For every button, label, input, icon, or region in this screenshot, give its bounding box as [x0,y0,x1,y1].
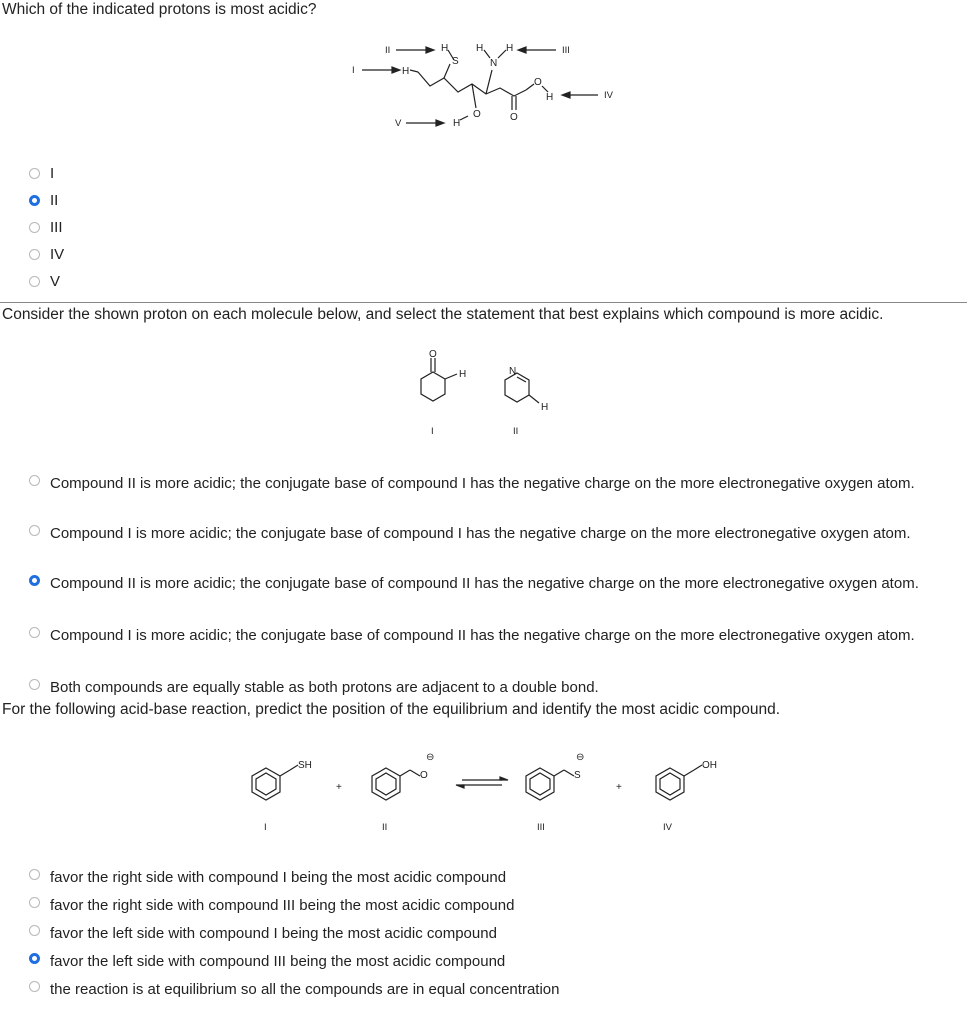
q1-arrow-label-v: V [395,118,402,129]
q2-option-5[interactable] [29,676,949,699]
question-divider [0,302,967,303]
q3-charge-2: ⊖ [576,752,585,763]
q1-arrow-label-iii: III [562,45,570,56]
q3-atom-o-1: O [420,770,428,781]
q1-atom-o-1: O [473,109,481,120]
q3-atom-s: S [574,770,581,781]
q3-radio-2[interactable] [29,897,40,908]
q1-arrow-label-i: I [352,65,355,76]
q1-option-4[interactable] [29,246,64,264]
q1-radio-4[interactable] [29,249,40,260]
q2-label-i: I [431,426,434,437]
q3-radio-4-selected[interactable] [29,953,40,964]
q3-option-4[interactable] [29,950,505,973]
q3-plus-1: + [336,782,342,793]
q2-radio-4[interactable] [29,627,40,638]
q1-option-1[interactable] [29,165,54,183]
q2-option-1[interactable] [29,472,949,495]
question-1-prompt: Which of the indicated protons is most acidic? [2,1,317,18]
q3-label-ii: II [382,822,388,833]
q3-option-label-1: favor the right side with compound I being the most acidic compound [50,869,507,886]
q3-charge-1: ⊖ [426,752,435,763]
q3-option-label-3: favor the left side with compound I being the most acidic compound [50,925,497,942]
q1-atom-o-2: O [510,112,518,123]
q1-atom-s: S [452,56,459,67]
q1-option-3[interactable] [29,219,63,237]
q2-option-label-5: Both compounds are equally stable as both protons are adjacent to a double bond. [50,679,599,696]
q2-compound-i-ring [421,372,445,401]
q2-atom-h-1: H [459,369,467,380]
q3-option-2[interactable] [29,894,514,917]
q1-option-label-1: I [50,165,55,182]
q1-option-label-2: II [50,192,59,209]
q2-option-3[interactable] [29,572,949,595]
q2-radio-2[interactable] [29,525,40,536]
q3-option-1[interactable] [29,866,506,889]
q1-option-2[interactable] [29,192,58,210]
q1-atom-h-1: H [402,66,410,77]
q3-option-label-2: favor the right side with compound III being the most acidic compound [50,897,515,914]
q2-radio-3-selected[interactable] [29,575,40,586]
q1-atom-o-3: O [534,77,542,88]
q1-atom-h-4: H [506,43,514,54]
q3-option-3[interactable] [29,922,497,945]
q1-option-label-5: V [50,273,61,290]
q1-radio-3[interactable] [29,222,40,233]
q1-atom-h-2: H [441,43,449,54]
question-1-molecule [340,36,640,136]
q3-atom-oh: OH [702,760,717,771]
q2-option-label-1: Compound II is more acidic; the conjugate base of compound I has the negative charge on the more electronegative oxygen atom. [50,475,915,492]
q3-option-label-4: favor the left side with compound III being the most acidic compound [50,953,506,970]
q1-radio-1[interactable] [29,168,40,179]
q3-radio-5[interactable] [29,981,40,992]
q1-radio-2-selected[interactable] [29,195,40,206]
q1-atom-h-6: H [546,92,554,103]
q3-plus-2: + [616,782,622,793]
q1-atom-h-5: H [453,118,461,129]
q1-option-label-3: III [50,219,63,236]
q1-option-5[interactable] [29,273,60,291]
q2-atom-n: N [509,366,517,377]
q2-option-4[interactable] [29,624,949,647]
q1-atom-n: N [490,58,498,69]
question-3-reaction [240,740,730,835]
q1-radio-5[interactable] [29,276,40,287]
q3-option-label-5: the reaction is at equilibrium so all the compounds are in equal concentration [50,981,560,998]
question-2-prompt: Consider the shown proton on each molecule below, and select the statement that best explains which compound is more acidic. [2,306,884,323]
q3-label-i: I [264,822,267,833]
q3-label-iii: III [537,822,545,833]
q3-radio-1[interactable] [29,869,40,880]
q2-radio-5[interactable] [29,679,40,690]
q1-arrow-label-iv: IV [604,90,613,101]
q1-atom-h-3: H [476,43,484,54]
q2-atom-o: O [429,349,437,360]
q3-label-iv: IV [663,822,672,833]
q2-radio-1[interactable] [29,475,40,486]
q3-radio-3[interactable] [29,925,40,936]
question-2-molecules [405,348,580,440]
q2-option-label-2: Compound I is more acidic; the conjugate base of compound I has the negative charge on the more electronegative oxygen atom. [50,525,911,542]
q2-option-label-4: Compound I is more acidic; the conjugate base of compound II has the negative charge on the more electronegative oxygen atom. [50,627,915,644]
question-3-prompt: For the following acid-base reaction, predict the position of the equilibrium and identify the most acidic compound. [2,701,781,718]
q1-option-label-4: IV [50,246,65,263]
q2-option-2[interactable] [29,522,949,545]
q3-atom-sh: SH [298,760,312,771]
q2-option-label-3: Compound II is more acidic; the conjugate base of compound II has the negative charge on the more electronegative oxygen atom. [50,575,919,592]
q1-arrow-label-ii: II [385,45,391,56]
q2-atom-h-2: H [541,402,549,413]
q3-option-5[interactable] [29,978,559,1001]
q2-label-ii: II [513,426,519,437]
